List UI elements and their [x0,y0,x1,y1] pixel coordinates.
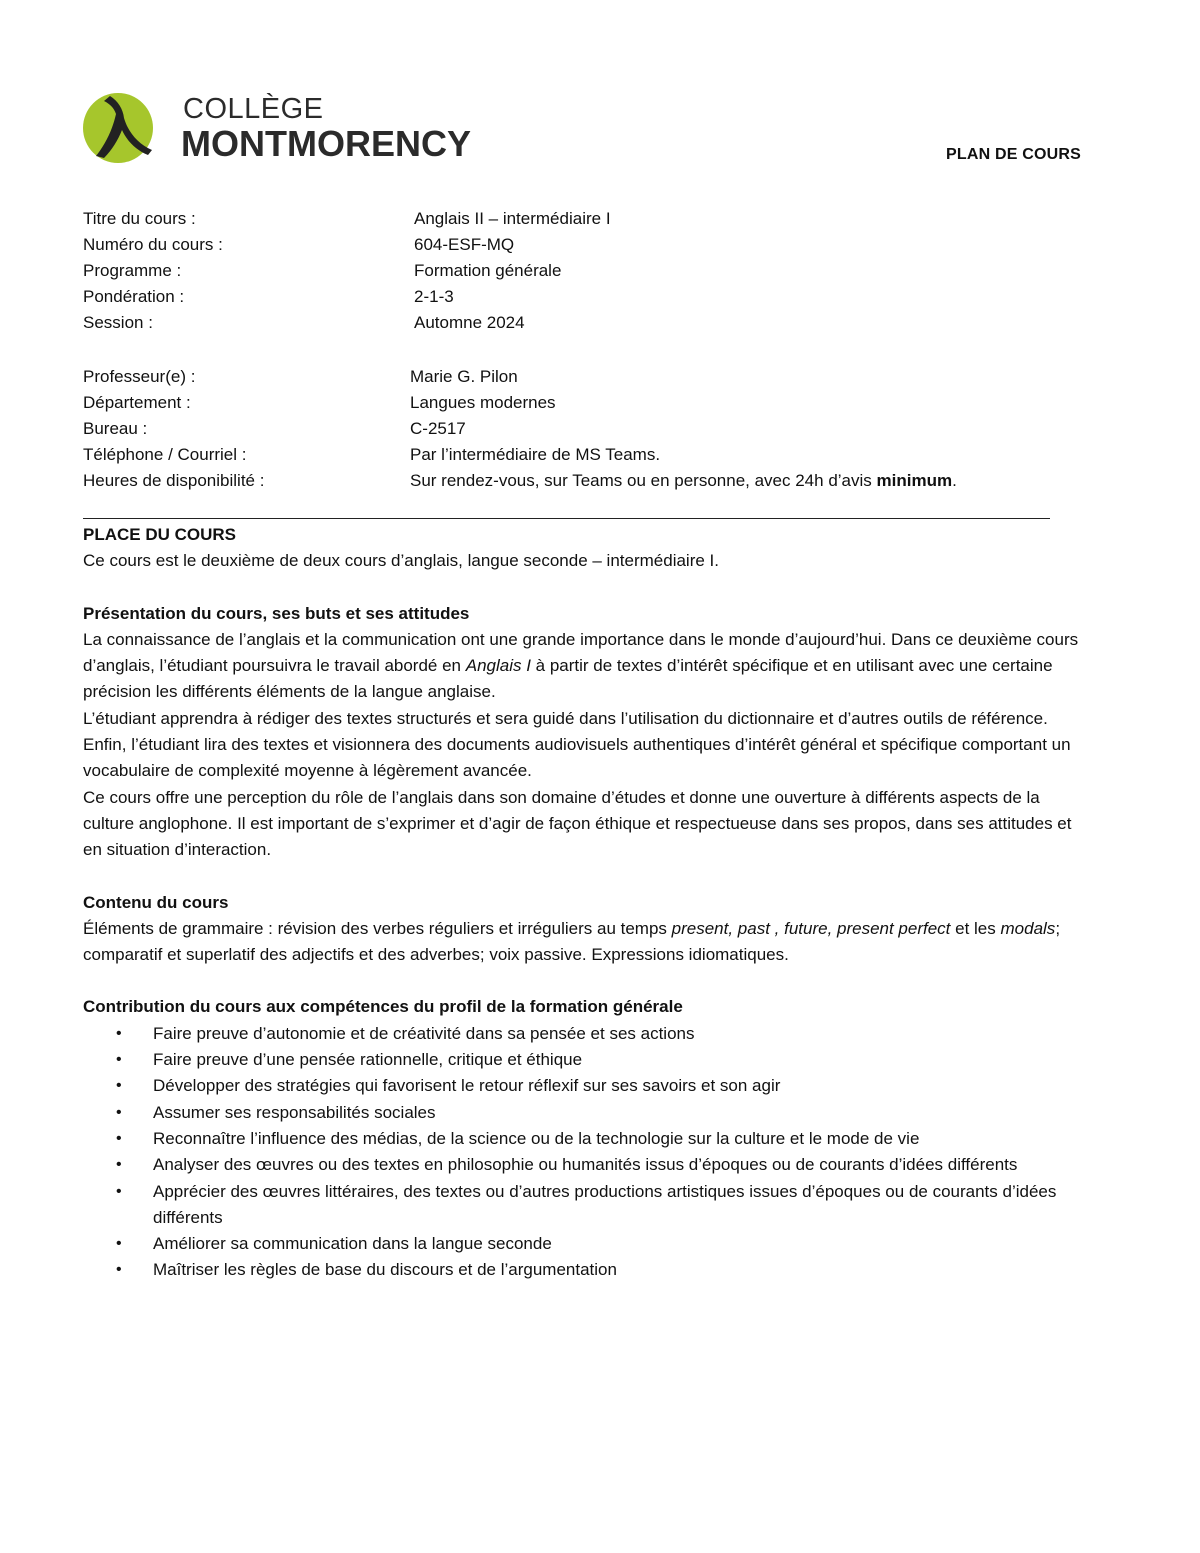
field-value: Formation générale [414,261,562,280]
document-body [83,522,1093,1284]
teacher-info-block [83,364,1063,494]
list-item-text: Améliorer sa communication dans la langue seconde [153,1234,552,1254]
paragraph-text: La connaissance de l’anglais et la communication ont une grande importance dans le monde d’aujourd’hui. Dans ce deuxième cours d’anglais, l’étudiant poursuivra le travail abordé en [83,629,1079,676]
bullet-icon: • [116,1129,122,1147]
paragraph-text: Éléments de grammaire : révision des verbes réguliers et irréguliers au temps [83,918,672,938]
field-value: C-2517 [410,419,466,438]
list-item [83,1021,1093,1047]
field-label: Session : [83,313,153,332]
list-item-text: Développer des stratégies qui favorisent le retour réflexif sur ses savoirs et son agir [153,1076,781,1096]
field-label: Titre du cours : [83,209,196,228]
content-heading: Contenu du cours [83,892,229,912]
modals-term: modals [1000,918,1056,938]
field-value: Langues modernes [410,393,556,412]
session-row [83,310,1063,336]
field-value: 604-ESF-MQ [414,235,515,254]
list-item-text: Faire preuve d’une pensée rationnelle, critique et éthique [153,1050,583,1070]
field-value: Par l’intermédiaire de MS Teams. [410,445,661,464]
field-value: Marie G. Pilon [410,367,518,386]
course-reference: Anglais I [465,656,531,676]
field-label: Heures de disponibilité : [83,471,265,490]
availability-text: Sur rendez-vous, sur Teams ou en personne, avec 24h d’avis [410,471,877,490]
content-paragraph [83,916,1093,969]
list-item [83,1073,1093,1099]
bullet-icon: • [116,1156,122,1174]
bullet-icon: • [116,1051,122,1069]
field-value: 2-1-3 [414,287,454,306]
list-item-text: Analyser des œuvres ou des textes en philosophie ou humanités issus d’époques ou de courants d’idées différents [153,1155,1018,1175]
field-value: Automne 2024 [414,313,525,332]
bullet-icon: • [116,1182,122,1200]
college-logo [82,92,482,164]
teacher-row [83,364,1063,390]
logo-montmorency-text: MONTMORENCY [181,123,471,164]
list-item [83,1100,1093,1126]
presentation-paragraph-3: Ce cours offre une perception du rôle de l’anglais dans son domaine d’études et donne une ouverture à différents aspects de la culture anglophone. Il est important de s’exprimer et d’agir de façon éthique et respectueuse dans ses propos, dans ses attitudes et en situation d’interaction. [83,787,1072,860]
office-row [83,416,1063,442]
list-item [83,1179,1093,1232]
bullet-icon: • [116,1024,122,1042]
course-number-row [83,232,1063,258]
field-label: Département : [83,393,191,412]
competency-list [83,1021,1093,1284]
field-label: Numéro du cours : [83,235,223,254]
field-label: Professeur(e) : [83,367,196,386]
list-item-text: Faire preuve d’autonomie et de créativité dans sa pensée et ses actions [153,1023,695,1043]
paragraph-text: à partir de textes d’intérêt spécifique et en utilisant avec une certaine précision les différents éléments de la langue anglaise. [83,656,1053,702]
department-row [83,390,1063,416]
availability-row [83,468,1063,494]
list-item [83,1126,1093,1152]
course-info-block [83,206,1063,336]
presentation-paragraph-2: L’étudiant apprendra à rédiger des textes structurés et sera guidé dans l’utilisation du dictionnaire et d’autres outils de référence. Enfin, l’étudiant lira des textes et visionnera des documents audiovisuels authentiques d’intérêt général et spécifique comportant un vocabulaire de complexité moyenne à légèrement avancée. [83,708,1071,781]
place-heading: PLACE DU COURS [83,525,237,544]
plan-title: PLAN DE COURS [946,146,1082,163]
list-item [83,1152,1093,1178]
tense-list: present, past , future, present perfect [671,918,951,938]
list-item-text: Assumer ses responsabilités sociales [153,1102,436,1122]
paragraph-text: et les [950,918,1001,938]
section-divider [83,518,1050,519]
program-row [83,258,1063,284]
place-text: Ce cours est le deuxième de deux cours d’anglais, langue seconde – intermédiaire I. [83,551,719,571]
contact-row [83,442,1063,468]
field-label: Bureau : [83,419,148,438]
field-label: Pondération : [83,287,185,306]
field-label: Téléphone / Courriel : [83,445,247,464]
bullet-icon: • [116,1261,122,1279]
list-item-text: Maîtriser les règles de base du discours et de l’argumentation [153,1260,617,1280]
field-value: Anglais II – intermédiaire I [414,209,611,228]
presentation-paragraph-1 [83,627,1093,706]
logo-college-text: COLLÈGE [183,93,324,125]
contribution-heading: Contribution du cours aux compétences du profil de la formation générale [83,997,683,1017]
weighting-row [83,284,1063,310]
availability-end: . [952,471,957,490]
list-item [83,1257,1093,1283]
bullet-icon: • [116,1235,122,1253]
list-item [83,1231,1093,1257]
availability-emphasis: minimum [876,471,953,490]
field-value [410,468,957,494]
paragraph-text: ; comparatif et superlatif des adjectifs et des adverbes; voix passive. Expressions idiomatiques. [83,918,1061,965]
list-item-text: Reconnaître l’influence des médias, de la science ou de la technologie sur la culture et le mode de vie [153,1128,920,1148]
course-title-row [83,206,1063,232]
list-item-text: Apprécier des œuvres littéraires, des textes ou d’autres productions artistiques issues d’époques ou de courants d’idées différents [153,1181,1057,1227]
presentation-heading: Présentation du cours, ses buts et ses attitudes [83,603,470,623]
list-item [83,1047,1093,1073]
montmorency-symbol-icon [82,92,158,164]
bullet-icon: • [116,1077,122,1095]
bullet-icon: • [116,1103,122,1121]
field-label: Programme : [83,261,182,280]
